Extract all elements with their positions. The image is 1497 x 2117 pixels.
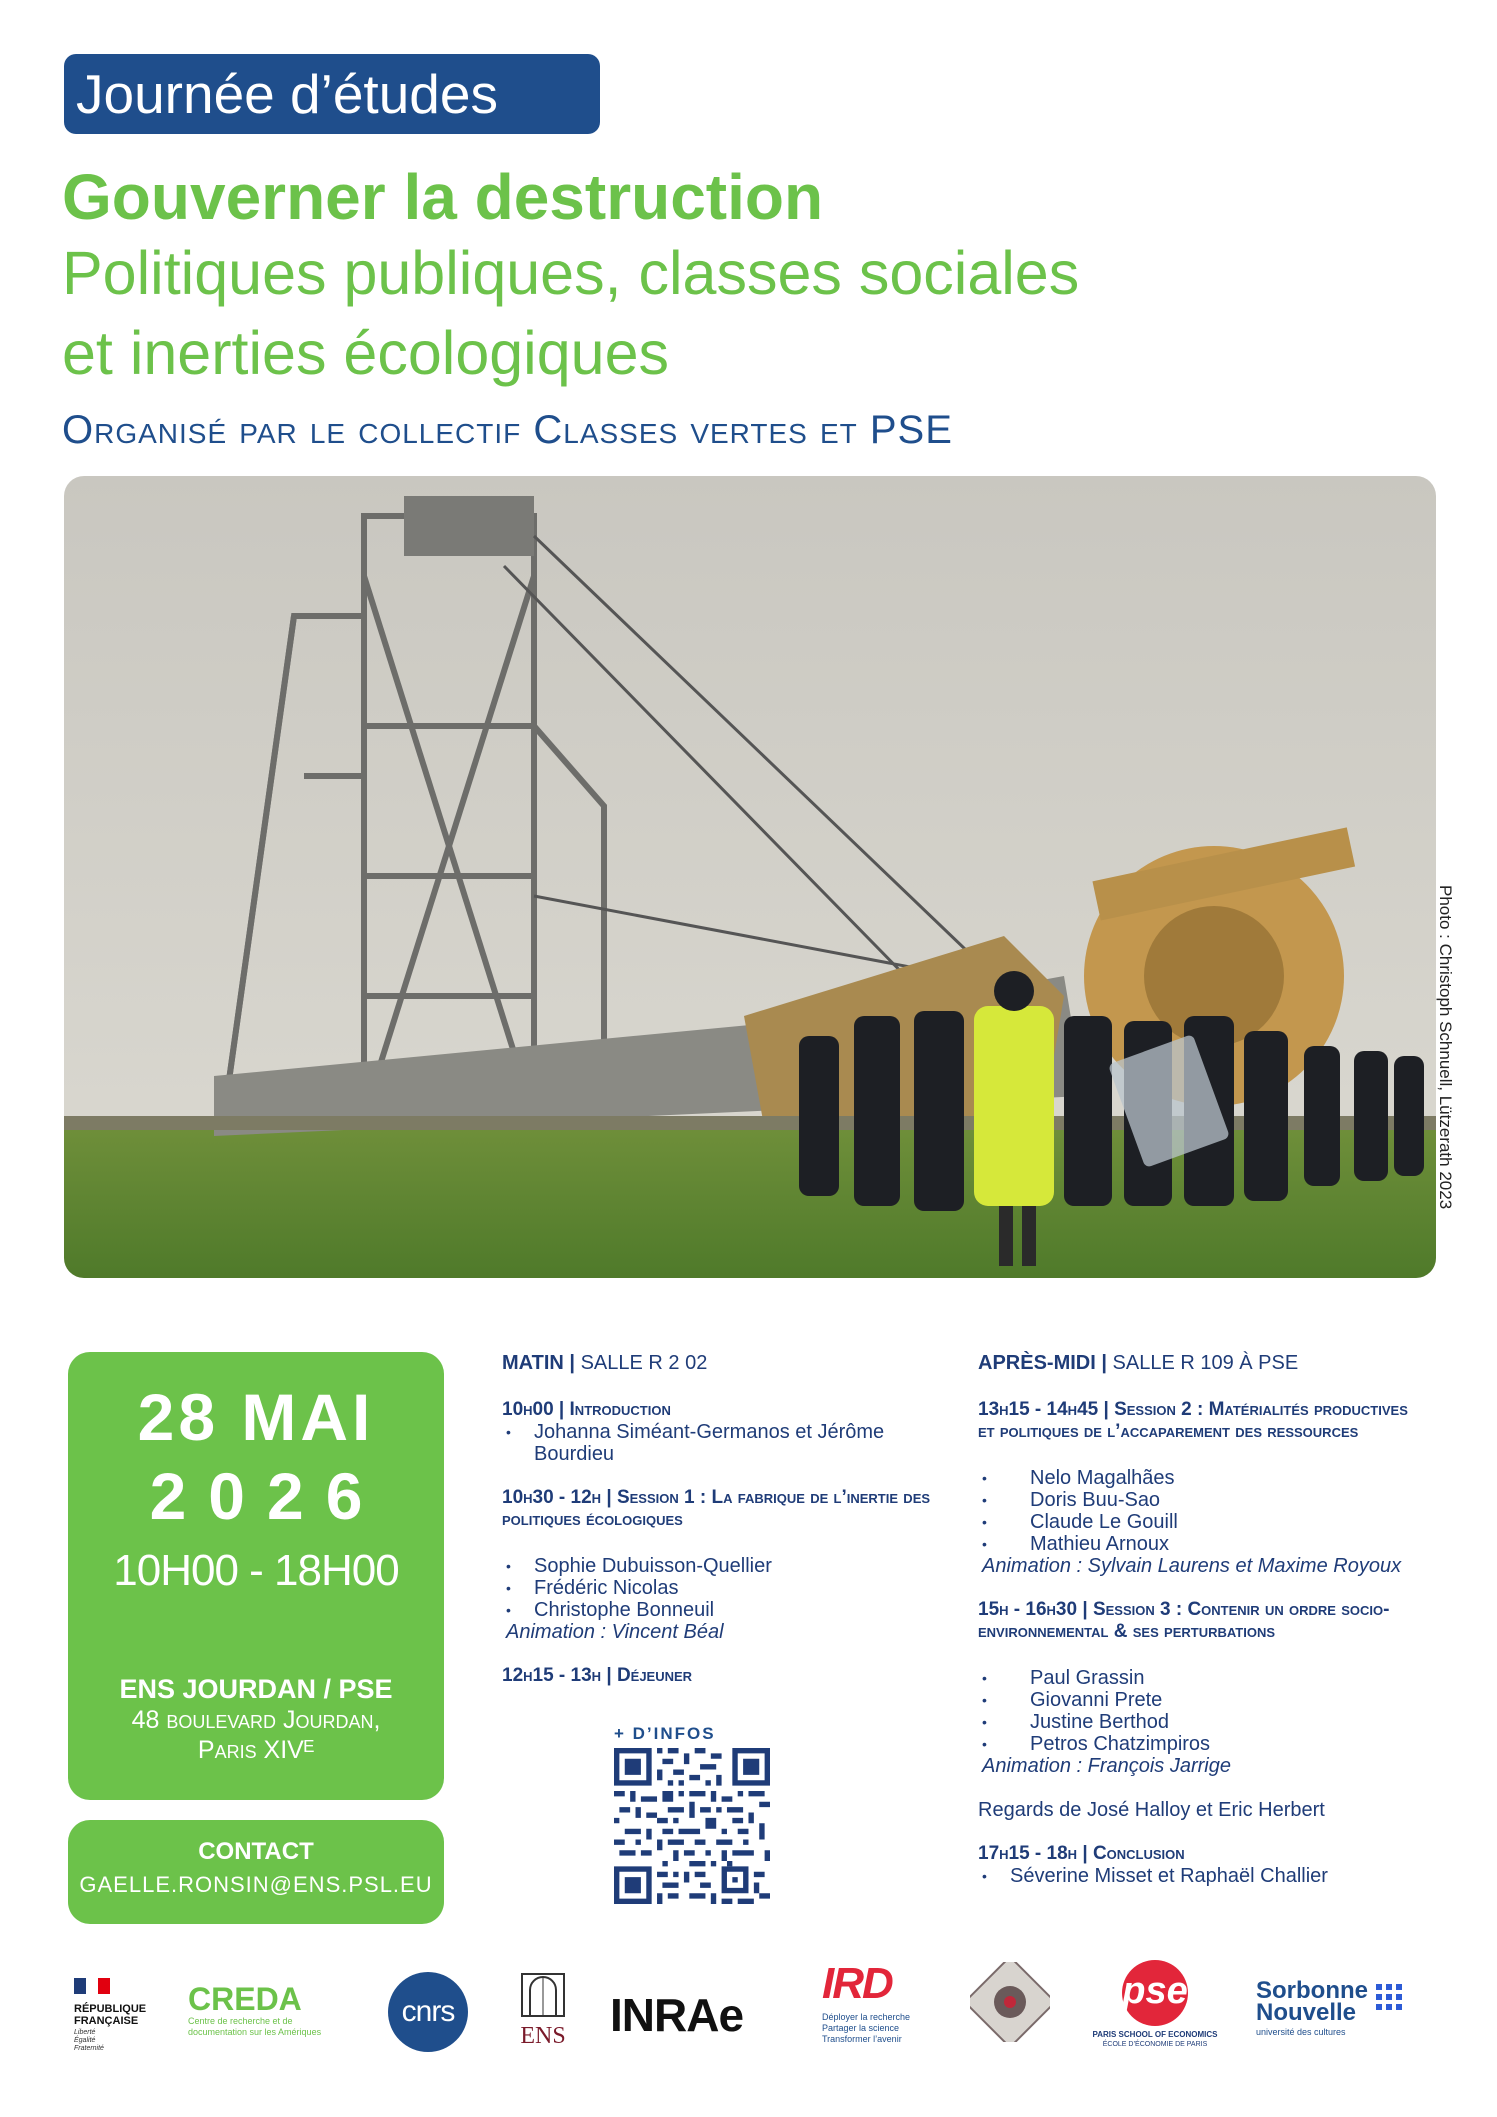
list-item: • Claude Le Gouill [978,1511,1418,1533]
list-item: • Nelo Magalhães [978,1467,1418,1489]
lunch-time: 12h15 - 13h [502,1665,602,1686]
list-item: • Johanna Siméant-Germanos et Jérôme Bourdieu [502,1421,942,1465]
list-item: • Paul Grassin [978,1667,1418,1689]
event-hours: 10H00 - 18H00 [113,1546,399,1595]
intro-time: 10h00 [502,1399,554,1420]
list-item: • Christophe Bonneuil [502,1599,942,1621]
session3-time: 15h - 16h30 [978,1599,1078,1620]
session3-heading: 15h - 16h30 | Session 3 : Contenir un ordre socio-environnemental & ses perturbations [978,1599,1390,1642]
ird-line-2: Partager la science [822,2023,900,2033]
republique-motto-2: Égalité [74,2037,96,2044]
cnrs-logo: cnrs [388,1972,468,2052]
sorbonne-nouvelle-logo [1256,1977,1416,2038]
creda-name: CREDA [188,1981,302,2017]
ens-building-icon [516,1968,570,2018]
list-item: • Petros Chatzimpiros [978,1733,1418,1755]
venue-city: Paris XIVᴱ [197,1736,315,1764]
photo-credit: Photo : Christoph Schnuell, Lützerath 2023 [1436,885,1455,1210]
session2-time: 13h15 - 14h45 [978,1399,1099,1420]
ird-logo [822,1960,942,2045]
subtitle-line-2: et inerties écologiques [62,319,669,387]
conclusion-heading: 17h15 - 18h | Conclusion [978,1843,1185,1864]
collectif-emblem-icon [970,1962,1050,2042]
contact-label: CONTACT [198,1838,314,1865]
venue-name: ENS JOURDAN / PSE [119,1674,393,1704]
ird-name: IRD [822,1959,892,2008]
collectif-logo [970,1962,1050,2042]
sorbonne-line-3: université des cultures [1256,2027,1346,2037]
pse-line-1: PARIS SCHOOL OF ECONOMICS [1092,2030,1218,2039]
sorbonne-line-1: Sorbonne [1256,1977,1368,2004]
list-item: • Séverine Misset et Raphaël Challier [978,1865,1418,1887]
afternoon-heading: APRÈS-MIDI | SALLE R 109 À PSE [978,1352,1299,1374]
list-item: • Sophie Dubuisson-Quellier [502,1555,942,1577]
pse-line-2: ÉCOLE D’ÉCONOMIE DE PARIS [1102,2041,1208,2048]
venue-street: 48 boulevard Jourdan, [131,1706,381,1734]
lunch-heading: 12h15 - 13h | Déjeuner [502,1665,693,1686]
pse-name: pse [1122,1960,1188,2026]
conclusion-time: 17h15 - 18h [978,1843,1078,1864]
ird-line-3: Transformer l’avenir [822,2034,902,2044]
list-item: • Doris Buu-Sao [978,1489,1418,1511]
sorbonne-mark-icon [1376,1984,1402,2014]
venue-box [68,1640,444,1800]
pse-logo [1080,1960,1230,2049]
marianne-icon [74,1978,110,1994]
morning-heading: MATIN | SALLE R 2 02 [502,1352,708,1374]
session2-heading: 13h15 - 14h45 | Session 2 : Matérialités productives et politiques de l’accaparement des ressources [978,1399,1408,1442]
event-type-badge: Journée d’études [64,54,600,134]
list-item: • Frédéric Nicolas [502,1577,942,1599]
cover-photo [64,476,1436,1278]
session2-animation: Animation : Sylvain Laurens et Maxime Royoux [982,1555,1402,1577]
conclusion-title: Conclusion [1092,1843,1185,1864]
qr-code[interactable] [614,1748,770,1904]
session2-title: Session 2 : Matérialités productives et politiques de l’accaparement des ressources [978,1399,1408,1442]
inrae-logo: INRAe [610,1989,744,2041]
event-date-year: 2026 [149,1459,385,1533]
morning-room: SALLE R 2 02 [580,1352,708,1374]
session1-title: Session 1 : La fabrique de l’inertie des politiques écologiques [502,1487,931,1530]
ird-line-1: Déployer la recherche [822,2012,911,2022]
list-item: • Justine Berthod [978,1711,1418,1733]
contact-box [68,1820,444,1924]
session1-time: 10h30 - 12h [502,1487,602,1508]
sorbonne-line-2: Nouvelle [1256,1999,1357,2026]
morning-label: MATIN [502,1352,564,1374]
afternoon-program [978,1352,1418,1887]
event-date-day-month: 28 MAI [137,1380,375,1454]
republique-motto-1: Liberté [74,2029,96,2036]
afternoon-label: APRÈS-MIDI [978,1352,1096,1374]
ens-name: ENS [520,2023,566,2049]
republique-line-1: RÉPUBLIQUE [74,2003,147,2015]
list-item: • Mathieu Arnoux [978,1533,1418,1555]
creda-line-1: Centre de recherche et de [188,2016,293,2026]
republique-motto-3: Fraternité [74,2045,104,2052]
lunch-title: Déjeuner [616,1665,693,1686]
list-item: • Giovanni Prete [978,1689,1418,1711]
afternoon-room: SALLE R 109 À PSE [1112,1352,1299,1374]
session3-animation: Animation : François Jarrige [982,1755,1231,1777]
republique-francaise-logo [74,1978,174,2053]
session1-heading: 10h30 - 12h | Session 1 : La fabrique de l’inertie des politiques écologiques [502,1487,931,1530]
creda-logo [188,1982,368,2038]
regards-line: Regards de José Halloy et Eric Herbert [978,1799,1325,1821]
ens-logo [508,1968,578,2050]
republique-line-2: FRANÇAISE [74,2015,139,2027]
subtitle-line-1: Politiques publiques, classes sociales [62,239,1080,307]
intro-heading: 10h00 | Introduction [502,1399,671,1420]
page-title: Gouverner la destruction [62,161,824,233]
session3-title: Session 3 : Contenir un ordre socio-environnemental & ses perturbations [978,1599,1390,1642]
session1-animation: Animation : Vincent Béal [506,1621,724,1643]
morning-program [502,1352,942,1687]
contact-email[interactable]: GAELLE.RONSIN@ENS.PSL.EU [79,1872,433,1897]
organizer-line: Organisé par le collectif Classes vertes et PSE [62,408,953,452]
qr-label: + D’INFOS [614,1724,716,1743]
creda-line-2: documentation sur les Amériques [188,2027,322,2037]
intro-title: Introduction [569,1399,671,1420]
